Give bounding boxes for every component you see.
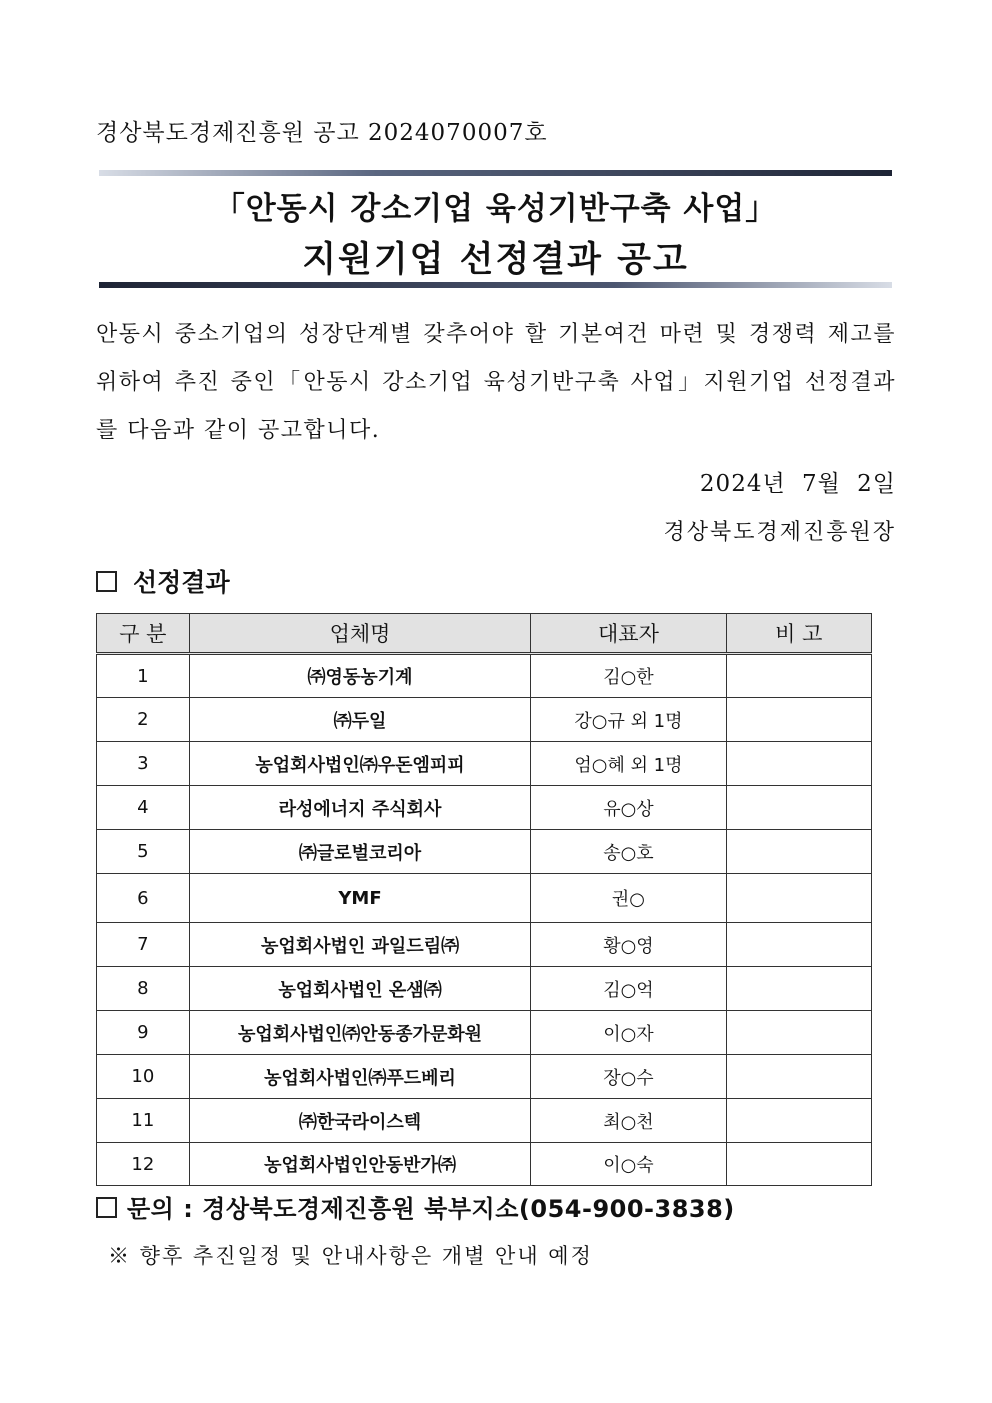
cell-no: 12 bbox=[97, 1143, 190, 1186]
issuer: 경상북도경제진흥원장 bbox=[663, 520, 896, 545]
cell-note bbox=[726, 1055, 871, 1099]
header-note: 비 고 bbox=[726, 614, 871, 654]
cell-no: 9 bbox=[97, 1011, 190, 1055]
header-company: 업체명 bbox=[189, 614, 531, 654]
inquiry-text: 문의 : 경상북도경제진흥원 북부지소(054-900-3838) bbox=[127, 1195, 735, 1223]
checkbox-square-icon bbox=[96, 1197, 117, 1218]
table-row bbox=[97, 786, 872, 830]
table-row bbox=[97, 1011, 872, 1055]
cell-company: ㈜한국라이스텍 bbox=[189, 1099, 531, 1143]
header-no: 구 분 bbox=[97, 614, 190, 654]
results-table bbox=[96, 613, 872, 1186]
cell-company: YMF bbox=[189, 874, 531, 923]
header-representative: 대표자 bbox=[531, 614, 726, 654]
table-row bbox=[97, 874, 872, 923]
cell-representative: 강○규 외 1명 bbox=[531, 698, 726, 742]
cell-representative: 김○억 bbox=[531, 967, 726, 1011]
table-row bbox=[97, 1143, 872, 1186]
cell-company: 라성에너지 주식회사 bbox=[189, 786, 531, 830]
table-header-row bbox=[97, 614, 872, 654]
footnote: ※ 향후 추진일정 및 안내사항은 개별 안내 예정 bbox=[108, 1244, 593, 1268]
cell-no: 6 bbox=[97, 874, 190, 923]
section-heading bbox=[96, 563, 230, 599]
title-top-rule bbox=[99, 170, 892, 176]
cell-no: 1 bbox=[97, 654, 190, 698]
cell-company: ㈜영동농기계 bbox=[189, 654, 531, 698]
title-line-1: 「안동시 강소기업 육성기반구축 사업」 bbox=[213, 191, 778, 227]
cell-representative: 최○천 bbox=[531, 1099, 726, 1143]
cell-representative: 송○호 bbox=[531, 830, 726, 874]
cell-no: 7 bbox=[97, 923, 190, 967]
cell-note bbox=[726, 698, 871, 742]
title-line-2: 지원기업 선정결과 공고 bbox=[302, 240, 689, 280]
table-row bbox=[97, 923, 872, 967]
cell-representative: 장○수 bbox=[531, 1055, 726, 1099]
cell-representative: 황○영 bbox=[531, 923, 726, 967]
cell-company: 농업회사법인 온샘㈜ bbox=[189, 967, 531, 1011]
cell-no: 8 bbox=[97, 967, 190, 1011]
notice-date: 2024년 7월 2일 bbox=[699, 471, 896, 497]
cell-representative: 엄○혜 외 1명 bbox=[531, 742, 726, 786]
table-body bbox=[97, 654, 872, 1186]
cell-representative: 김○한 bbox=[531, 654, 726, 698]
table-row bbox=[97, 1055, 872, 1099]
cell-company: 농업회사법인㈜푸드베리 bbox=[189, 1055, 531, 1099]
cell-note bbox=[726, 923, 871, 967]
cell-no: 11 bbox=[97, 1099, 190, 1143]
cell-note bbox=[726, 1143, 871, 1186]
table-row bbox=[97, 654, 872, 698]
cell-note bbox=[726, 786, 871, 830]
table-row bbox=[97, 698, 872, 742]
cell-note bbox=[726, 830, 871, 874]
table-row bbox=[97, 742, 872, 786]
cell-note bbox=[726, 654, 871, 698]
cell-no: 3 bbox=[97, 742, 190, 786]
table-row bbox=[97, 1099, 872, 1143]
cell-representative: 유○상 bbox=[531, 786, 726, 830]
intro-paragraph: 안동시 중소기업의 성장단계별 갖추어야 할 기본여건 마련 및 경쟁력 제고를 위하여 추진 중인「안동시 강소기업 육성기반구축 사업」지원기업 선정결과를 다음과 같이 공고합니다. bbox=[96, 322, 896, 443]
title-bottom-rule bbox=[99, 282, 892, 288]
inquiry bbox=[96, 1189, 735, 1224]
cell-company: 농업회사법인안동반가㈜ bbox=[189, 1143, 531, 1186]
cell-note bbox=[726, 874, 871, 923]
cell-representative: 이○숙 bbox=[531, 1143, 726, 1186]
cell-company: ㈜두일 bbox=[189, 698, 531, 742]
cell-note bbox=[726, 967, 871, 1011]
cell-representative: 권○ bbox=[531, 874, 726, 923]
cell-note bbox=[726, 742, 871, 786]
cell-no: 10 bbox=[97, 1055, 190, 1099]
section-heading-label: 선정결과 bbox=[133, 568, 230, 597]
cell-company: 농업회사법인 과일드림㈜ bbox=[189, 923, 531, 967]
cell-note bbox=[726, 1099, 871, 1143]
cell-company: ㈜글로벌코리아 bbox=[189, 830, 531, 874]
notice-number: 경상북도경제진흥원 공고 2024070007호 bbox=[96, 120, 548, 146]
table-row bbox=[97, 830, 872, 874]
cell-no: 4 bbox=[97, 786, 190, 830]
table-row bbox=[97, 967, 872, 1011]
cell-no: 2 bbox=[97, 698, 190, 742]
cell-note bbox=[726, 1011, 871, 1055]
cell-no: 5 bbox=[97, 830, 190, 874]
cell-representative: 이○자 bbox=[531, 1011, 726, 1055]
checkbox-square-icon bbox=[96, 571, 117, 592]
cell-company: 농업회사법인㈜우돈엠피피 bbox=[189, 742, 531, 786]
cell-company: 농업회사법인㈜안동종가문화원 bbox=[189, 1011, 531, 1055]
